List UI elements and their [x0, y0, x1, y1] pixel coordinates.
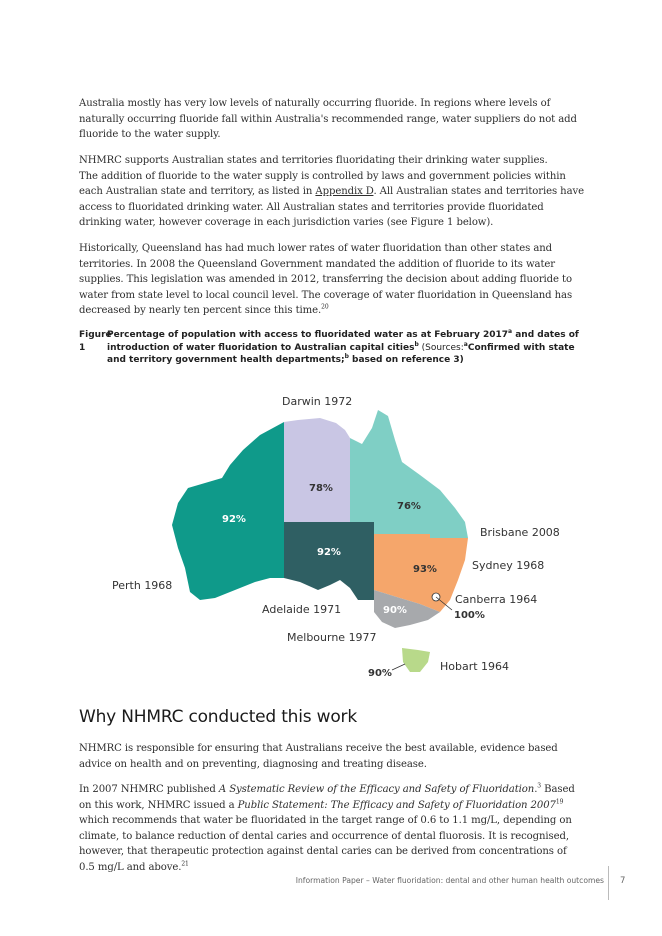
tas-leader-line [392, 664, 405, 670]
figure-number: Figure 1 [79, 330, 112, 353]
reference-marker: 20 [321, 304, 329, 312]
appendix-d-link[interactable]: Appendix D [315, 186, 374, 198]
region-western-australia [172, 422, 284, 600]
city-label-canberra: Canberra 1964 [455, 593, 538, 606]
region-south-australia [284, 522, 374, 600]
region-tasmania [402, 648, 430, 672]
region-queensland [350, 410, 468, 538]
city-label-hobart: Hobart 1964 [440, 660, 510, 673]
nhmrc-support-paragraph: NHMRC supports Australian states and territories fluoridating their drinking water supplies. The addition of fluoride to the water supply is controlled by laws and government policies within each Australian state and territory, as listed in Appendix D. All Australian states and territories have access to fluoridated drinking water. All Australian states and territories provide fluoridated drinking water, however coverage in each jurisdiction varies (see Figure 1 below). [79, 155, 584, 229]
review-title: A Systematic Review of the Efficacy and Safety of Fluoridation [218, 784, 535, 795]
statement-title: Public Statement: The Efficacy and Safety of Fluoridation 2007 [237, 799, 556, 811]
pct-label-qld: 76% [397, 501, 421, 512]
section-paragraph-1: NHMRC is responsible for ensuring that Australians receive the best available, evidence based advice on health and on preventing, diagnosing and treating disease. [79, 743, 558, 770]
section-heading: Why NHMRC conducted this work [79, 707, 357, 727]
city-label-sydney: Sydney 1968 [472, 559, 545, 572]
intro-paragraph: Australia mostly has very low levels of naturally occurring fluoride. In regions where levels of naturally occurring fluoride fall within Australia's recommended range, water suppliers do not add fluoride to the water supply. [79, 98, 577, 141]
pct-label-sa: 92% [317, 547, 341, 558]
queensland-paragraph: Historically, Queensland has had much lower rates of water fluoridation than other states and territories. In 2008 the Queensland Government mandated the addition of fluoride to its water supplies. This legislation was amended in 2012, transferring the decision about adding fluoride to water from state level to local council level. The coverage of water fluoridation in Queensland has decreased by nearly ten percent since this time.$^{20}$ [79, 243, 573, 317]
pct-label-wa: 92% [222, 514, 246, 525]
section-paragraph-2: In 2007 NHMRC published A Systematic Review of the Efficacy and Safety of Fluoridation.$^3$ Based on this work, NHMRC issued a Public Statement: The Efficacy and Safety of Fluoridation 2007$^{19}$ which recommends that water be fluoridated in the target range of 0.6 to 1.1 mg/L, depending on climate, to balance reduction of dental caries and occurrence of dental fluorosis. It is recognised, however, that therapeutic protection against dental caries can be derived from concentrations of 0.5 mg/L and above.$^{21}$ [79, 782, 575, 873]
pct-label-act: 100% [454, 610, 485, 621]
city-label-melbourne: Melbourne 1977 [287, 631, 377, 644]
region-northern-territory [284, 418, 350, 522]
city-label-brisbane: Brisbane 2008 [480, 526, 560, 539]
city-label-perth: Perth 1968 [112, 579, 173, 592]
footer-title: Information Paper – Water fluoridation: dental and other human health outcomes [295, 876, 604, 885]
footer-divider [608, 866, 609, 900]
pct-label-tas: 90% [368, 668, 392, 679]
pct-label-vic: 90% [383, 605, 407, 616]
city-label-adelaide: Adelaide 1971 [262, 603, 342, 616]
pct-label-nt: 78% [309, 483, 333, 494]
figure-caption: Figure 1 Percentage of population with access to fluoridated water as at February 2017$^a$ and dates of introduction of water fluoridation to Australian capital cities$^b$ (Sources:$^a$Confirmed with state and territory government health departments;$^b$ based on reference 3) [79, 328, 579, 365]
city-label-darwin: Darwin 1972 [282, 395, 353, 408]
page-footer [0, 862, 662, 902]
pct-label-nsw: 93% [413, 564, 437, 575]
page-number: 7 [620, 876, 626, 886]
